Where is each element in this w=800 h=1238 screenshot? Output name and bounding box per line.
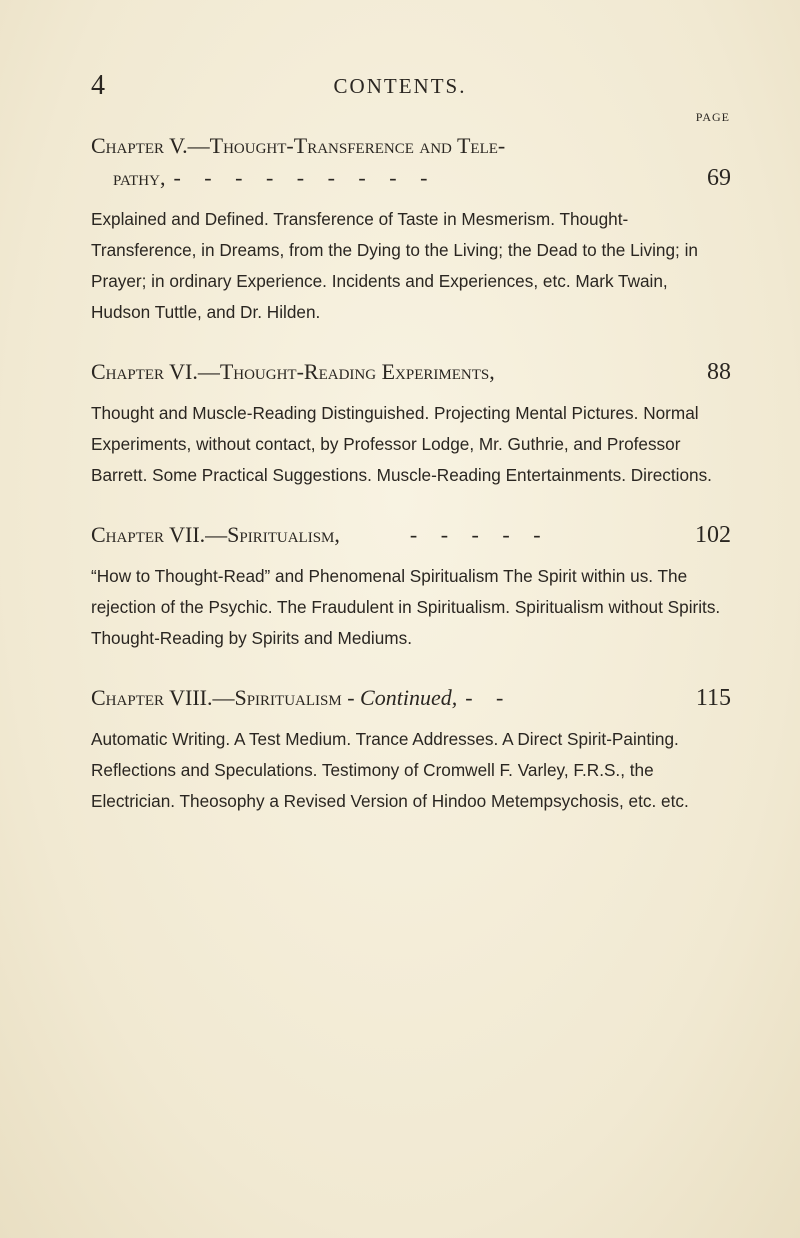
chapter-heading (91, 519, 731, 551)
chapter-page-number: 102 (695, 522, 731, 548)
chapter-summary (91, 724, 731, 817)
chapter-heading (91, 356, 731, 388)
chapter-title-line-1: Chapter VI.—Thought-Reading Experiments, (91, 359, 495, 384)
chapter-page-number: 88 (707, 359, 731, 385)
contents-entry-chapter-7 (91, 519, 731, 654)
chapter-title-line-1 (91, 519, 675, 551)
chapter-summary (91, 561, 731, 654)
chapter-page-number: 115 (695, 685, 731, 711)
contents-entry-chapter-6 (91, 356, 731, 491)
dot-leaders: - - - - - - - - - (173, 165, 437, 190)
contents-entry-chapter-5 (91, 130, 731, 328)
chapter-title-continuation: pathy, (113, 165, 166, 190)
page-column-label: PAGE (695, 110, 730, 124)
page-number: 4 (91, 70, 105, 101)
chapter-title-line-2 (91, 162, 675, 194)
contents-list (91, 130, 731, 845)
chapter-heading (91, 682, 731, 714)
chapter-title-continued: Continued, (360, 685, 458, 710)
chapter-summary-text: Automatic Writing. A Test Medium. Trance Addresses. A Direct Spirit-Painting. Reflections and Speculations. Testimony of Cromwell F. Varley, F.R.S., the Electrician. Theosophy a Revised Version of Hindoo Metempsychosis, etc. etc. (91, 729, 689, 811)
dot-leaders: - - - - - (409, 522, 550, 547)
chapter-title-text: Chapter VIII.—Spiritualism (91, 685, 342, 710)
contents-entry-chapter-8 (91, 682, 731, 817)
chapter-summary-text: Explained and Defined. Transference of Taste in Mesmerism. Thought-Transference, in Dreams, from the Dying to the Living; the Dead to the Living; in Prayer; in ordinary Experience. Incidents and Experiences, etc. Mark Twain, Hudson Tuttle, and Dr. Hilden. (91, 209, 698, 322)
chapter-page-number: 69 (707, 165, 731, 191)
chapter-heading (91, 130, 731, 194)
chapter-summary-text: “How to Thought-Read” and Phenomenal Spiritualism The Spirit within us. The rejection of the Psychic. The Fraudulent in Spiritualism. Spiritualism without Spirits. Thought-Reading by Spirits and Mediums. (91, 566, 721, 648)
chapter-summary-text: Thought and Muscle-Reading Distinguished. Projecting Mental Pictures. Normal Experiments, without contact, by Professor Lodge, Mr. Guthrie, and Professor Barrett. Some Practical Suggestions. Muscle-Reading Entertainments. Directions. (91, 403, 712, 485)
chapter-summary (91, 398, 731, 491)
chapter-title-line-1: Chapter V.—Thought-Transference and Tele- (91, 133, 506, 158)
chapter-summary (91, 204, 731, 328)
chapter-title-text: Chapter VII.—Spiritualism, (91, 522, 340, 547)
dot-leaders: - - (465, 685, 513, 710)
running-head: CONTENTS. (333, 74, 467, 98)
chapter-title-line-1: Chapter VIII.—Spiritualism - Continued, - - (91, 685, 513, 710)
